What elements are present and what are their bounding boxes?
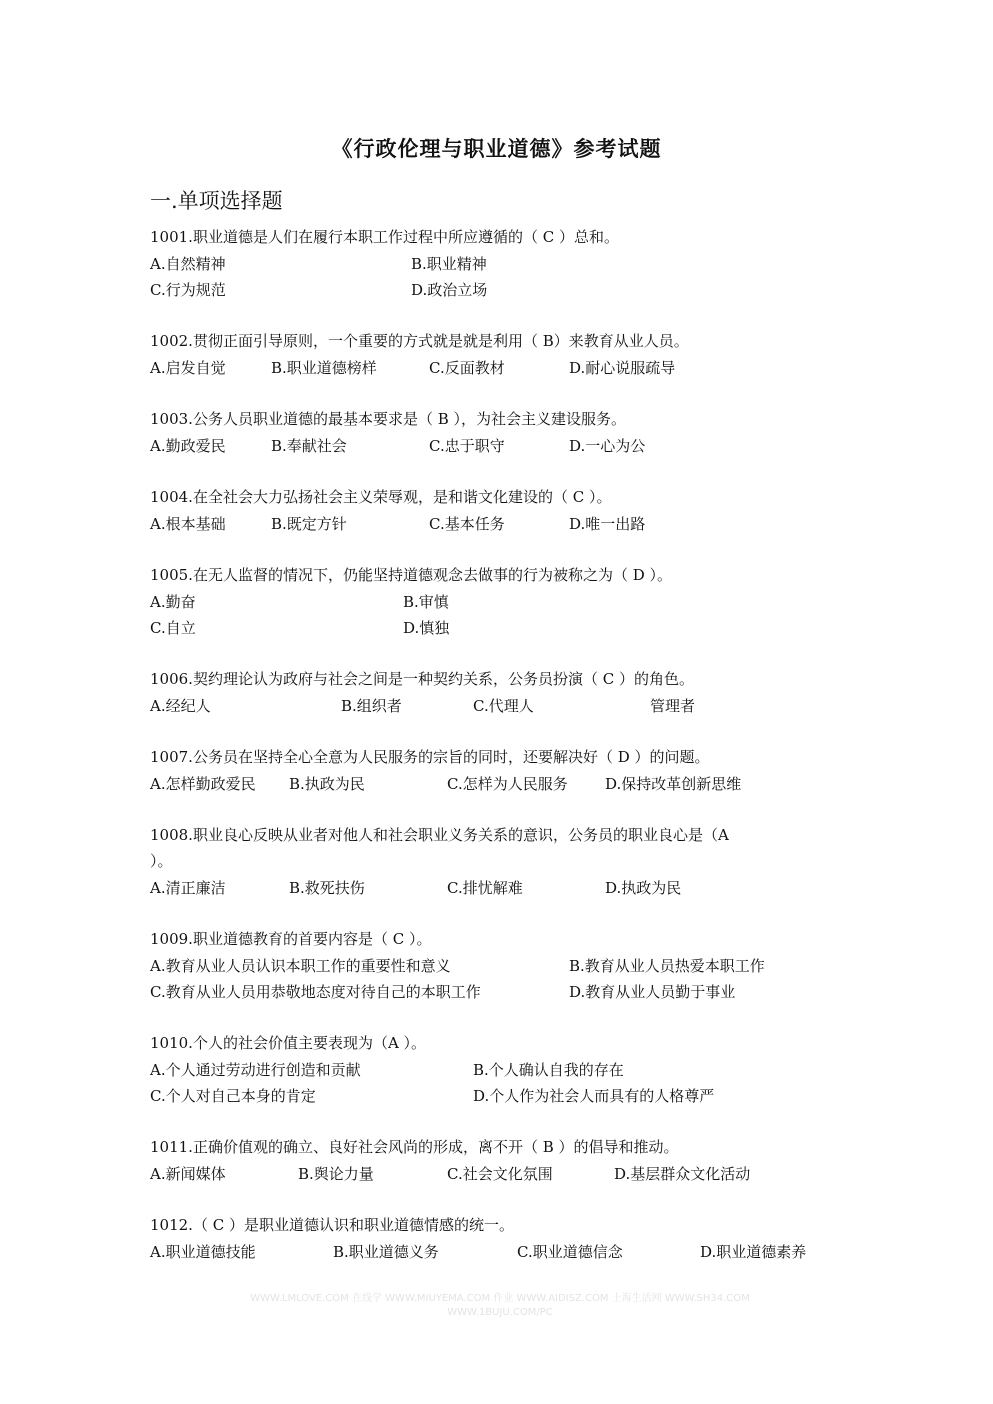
option: A.个人通过劳动进行创造和贡献 [150, 1061, 361, 1079]
option: C.自立 [150, 619, 196, 637]
option: D.职业道德素养 [700, 1243, 807, 1261]
option: C.基本任务 [429, 515, 505, 533]
option: A.教育从业人员认识本职工作的重要性和意义 [150, 957, 451, 975]
option: C.个人对自己本身的肯定 [150, 1087, 316, 1105]
option: A.职业道德技能 [150, 1243, 256, 1261]
option: D.基层群众文化活动 [614, 1165, 751, 1183]
option: B.职业道德榜样 [271, 359, 377, 377]
option: C.教育从业人员用恭敬地态度对待自己的本职工作 [150, 983, 481, 1001]
option: C.排忧解难 [447, 879, 523, 897]
option: D.慎独 [403, 619, 450, 637]
option: B.职业精神 [411, 255, 487, 273]
option: A.启发自觉 [150, 359, 226, 377]
question-stem: 1007.公务员在坚持全心全意为人民服务的宗旨的同时，还要解决好（ D ）的问题。 [150, 748, 710, 766]
question-stem: 1011.正确价值观的确立、良好社会风尚的形成，离不开（ B ）的倡导和推动。 [150, 1138, 679, 1156]
option: C.职业道德信念 [517, 1243, 623, 1261]
option: A.根本基础 [150, 515, 226, 533]
section-heading: 一.单项选择题 [150, 189, 283, 213]
option: A.经纪人 [150, 697, 211, 715]
option: C.代理人 [473, 697, 534, 715]
question-stem: 1010.个人的社会价值主要表现为（A ）。 [150, 1034, 427, 1052]
option: A.新闻媒体 [150, 1165, 226, 1183]
option: D.执政为民 [605, 879, 682, 897]
question-stem: 1008.职业良心反映从业者对他人和社会职业义务关系的意识，公务员的职业良心是（A [150, 826, 729, 844]
option: A.自然精神 [150, 255, 226, 273]
option: B.救死扶伤 [289, 879, 365, 897]
question-stem: 1006.契约理论认为政府与社会之间是一种契约关系，公务员扮演（ C ）的角色。 [150, 670, 694, 688]
option: C.忠于职守 [429, 437, 505, 455]
option: A.怎样勤政爱民 [150, 775, 256, 793]
option: C.怎样为人民服务 [447, 775, 568, 793]
option: D.唯一出路 [569, 515, 646, 533]
question-stem: 1001.职业道德是人们在履行本职工作过程中所应遵循的（ C ）总和。 [150, 228, 619, 246]
option: D.保持改革创新思维 [605, 775, 742, 793]
option: 管理者 [650, 697, 696, 715]
option: D.教育从业人员勤于事业 [569, 983, 736, 1001]
option: A.清正廉洁 [150, 879, 226, 897]
option: D.政治立场 [411, 281, 488, 299]
question-stem: 1009.职业道德教育的首要内容是（ C ）。 [150, 930, 432, 948]
watermark-line: WWW.1BUJU.COM/PC [447, 1307, 553, 1318]
option: C.社会文化氛围 [447, 1165, 553, 1183]
option: B.舆论力量 [298, 1165, 374, 1183]
option: A.勤奋 [150, 593, 196, 611]
question-stem: 1002.贯彻正面引导原则，一个重要的方式就是就是利用（ B）来教育从业人员。 [150, 332, 689, 350]
option: D.个人作为社会人而具有的人格尊严 [473, 1087, 715, 1105]
option: B.审慎 [403, 593, 449, 611]
option: B.教育从业人员热爱本职工作 [569, 957, 765, 975]
option: C.行为规范 [150, 281, 226, 299]
watermark-line: WWW.LMLOVE.COM 在线学 WWW.MIUYEMA.COM 作业 WWW.AIDISZ.COM 上海生活网 WWW.SH34.COM [250, 1293, 750, 1304]
option: B.执政为民 [289, 775, 365, 793]
option: B.组织者 [341, 697, 402, 715]
option: A.勤政爱民 [150, 437, 226, 455]
option: C.反面教材 [429, 359, 505, 377]
document-title: 《行政伦理与职业道德》参考试题 [331, 136, 662, 161]
option: B.既定方针 [271, 515, 347, 533]
question-stem: 1012.（ C ）是职业道德认识和职业道德情感的统一。 [150, 1216, 514, 1234]
option: B.奉献社会 [271, 437, 347, 455]
question-stem: 1005.在无人监督的情况下，仍能坚持道德观念去做事的行为被称之为（ D ）。 [150, 566, 673, 584]
option: B.职业道德义务 [333, 1243, 439, 1261]
option: B.个人确认自我的存在 [473, 1061, 624, 1079]
option: D.一心为公 [569, 437, 646, 455]
question-stem: 1003.公务人员职业道德的最基本要求是（ B ），为社会主义建设服务。 [150, 410, 627, 428]
question-stem: 1004.在全社会大力弘扬社会主义荣辱观，是和谐文化建设的（ C ）。 [150, 488, 612, 506]
option: D.耐心说服疏导 [569, 359, 676, 377]
question-stem-continued: ）。 [150, 852, 173, 870]
